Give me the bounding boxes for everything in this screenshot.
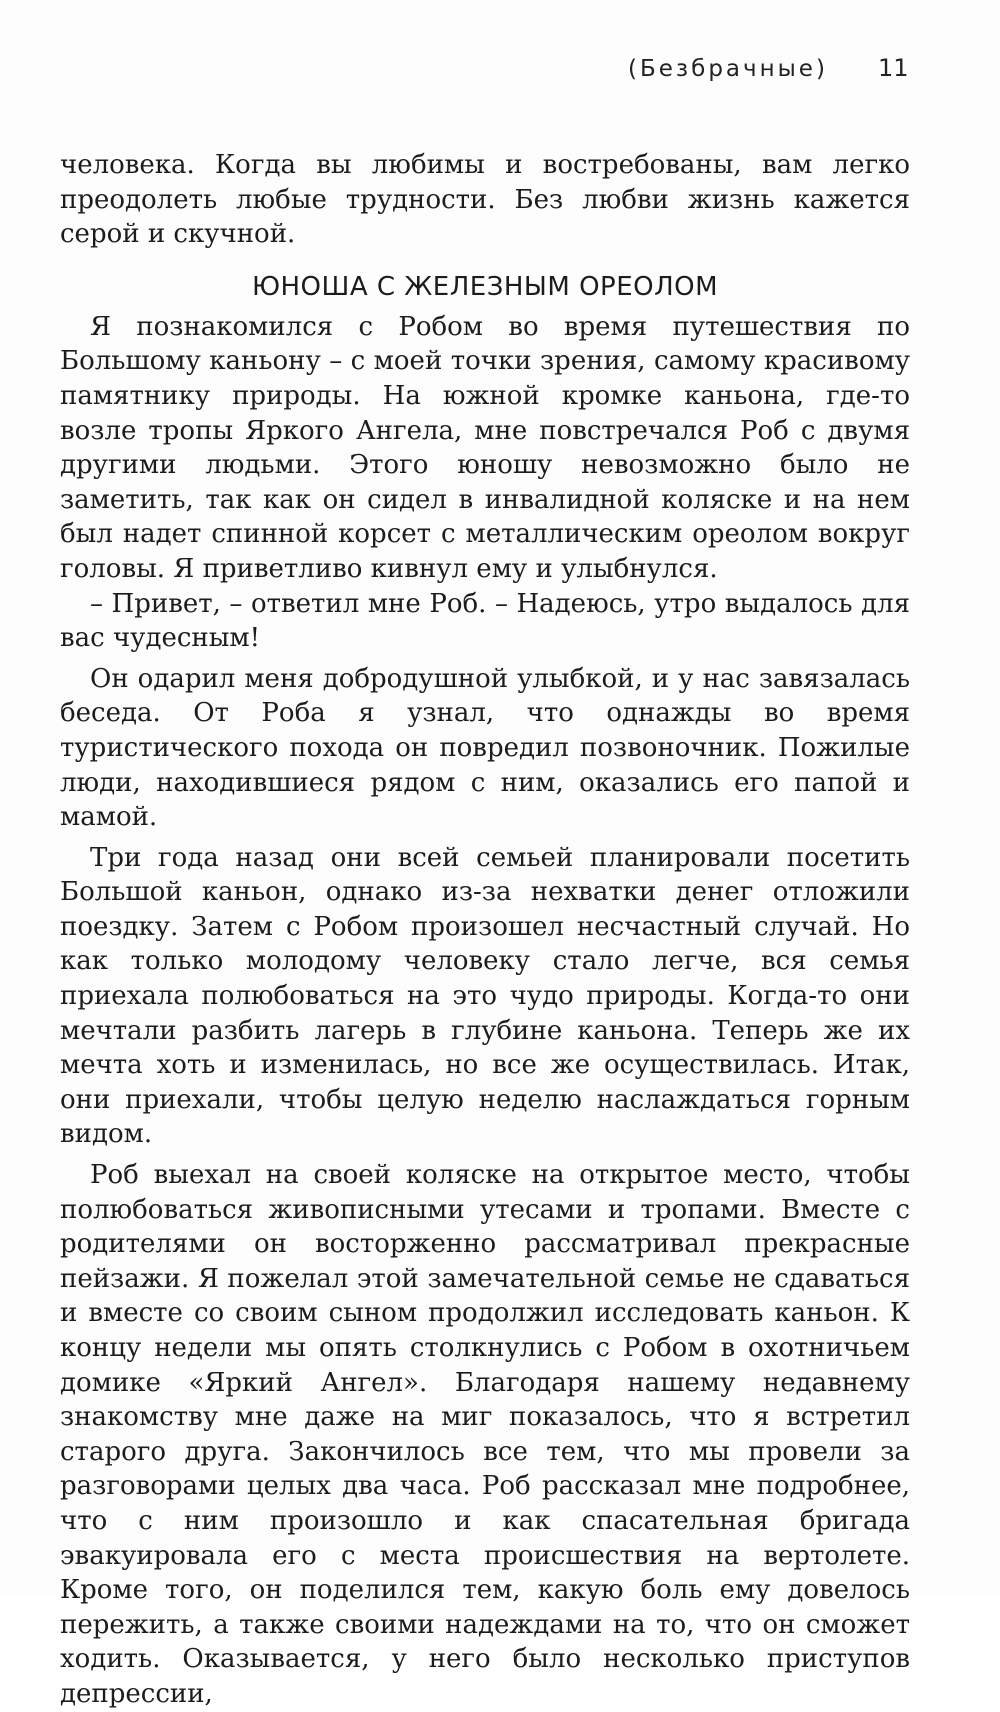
paragraph: Три года назад они всей семьей планировали посетить Большой каньон, однако из-за нехватки денег отложили поездку. Затем с Робом произошел несчастный случай. Но как только молодому человеку стало легче, вся семья приехала полюбоваться на это чудо природы. Когда-то они мечтали разбить лагерь в глубине каньона. Теперь же их мечта хоть и изменилась, но все же осуществилась. Итак, они приехали, чтобы целую неделю наслаждаться горным видом. [60, 842, 910, 1150]
paragraph: Роб выехал на своей коляске на открытое место, чтобы полюбоваться живописными утесами и тропами. Вместе с родителями он восторженно рассматривал прекрасные пейзажи. Я пожелал этой замечательной семье не сдаваться и вместе со своим сыном продолжил исследовать каньон. К концу недели мы опять столкнулись с Робом в охотничьем домике «Яркий Ангел». Благодаря нашему недавнему знакомству мне даже на миг показалось, что я встретил старого друга. Закончилось все тем, что мы провели за разговорами целых два часа. Роб рассказал мне подробнее, что с ним произошло и как спасательная бригада эвакуировала его с места происшествия на вертолете. Кроме того, он поделился тем, какую боль ему довелось пережить, а также своими надеждами на то, что он сможет ходить. Оказывается, у него было несколько приступов депрессии, [60, 1160, 910, 1709]
running-head: (Безбрачные) [628, 56, 828, 82]
paragraph: Он одарил меня добродушной улыбкой, и у нас завязалась беседа. От Роба я узнал, что однажды во время туристического похода он повредил позвоночник. Пожилые люди, находившиеся рядом с ним, оказались его папой и мамой. [60, 663, 910, 833]
body-text [60, 148, 910, 1712]
paragraph-continued: человека. Когда вы любимы и востребованы, вам легко преодолеть любые трудности. Без любви жизнь кажется серой и скучной. [60, 150, 910, 250]
section-heading: ЮНОША С ЖЕЛЕЗНЫМ ОРЕОЛОМ [251, 271, 719, 302]
paragraph: Я познакомился с Робом во время путешествия по Большому каньону – с моей точки зрения, самому красивому памятнику природы. На южной кромке каньона, где-то возле тропы Яркого Ангела, мне повстречался Роб с двумя другими людьми. Этого юношу невозможно было не заметить, так как он сидел в инвалидной коляске и на нем был надет спинной корсет с металлическим ореолом вокруг головы. Я приветливо кивнул ему и улыбнулся. [60, 311, 910, 584]
page-number: 11 [878, 54, 909, 82]
paragraph-dialogue: – Привет, – ответил мне Роб. – Надеюсь, утро выдалось для вас чудесным! [60, 588, 910, 654]
